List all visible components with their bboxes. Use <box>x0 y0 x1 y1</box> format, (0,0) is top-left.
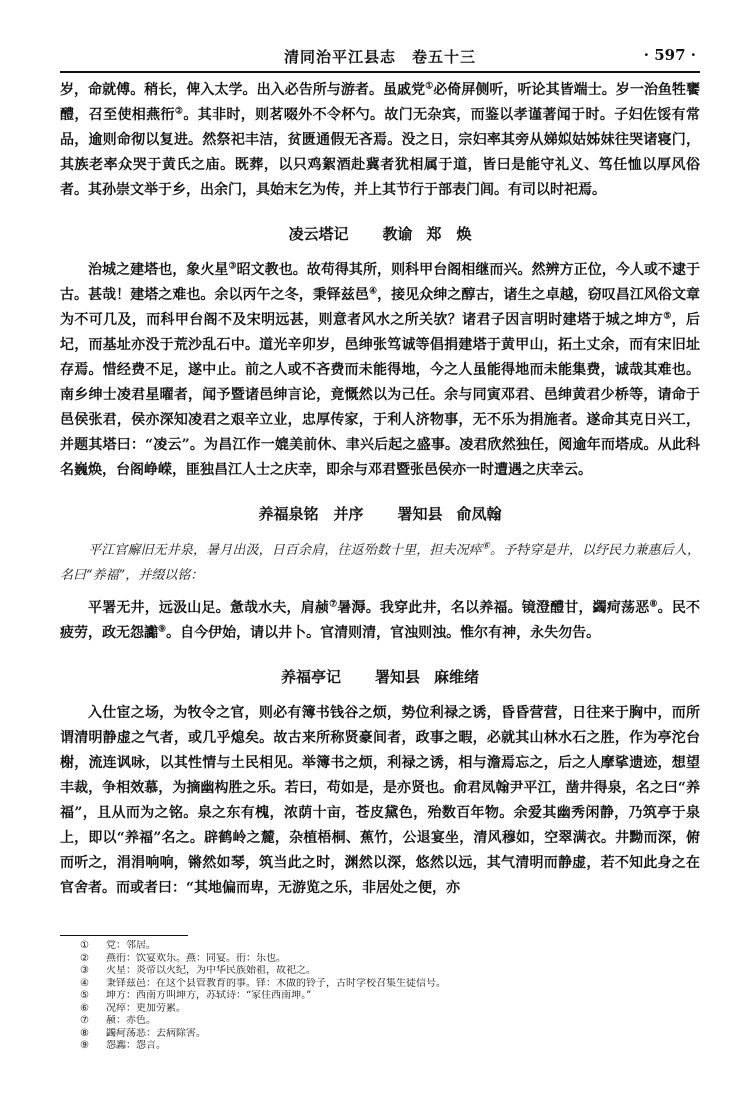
footnote-number: ⑤ <box>80 990 89 1001</box>
footnote-number: ② <box>80 952 89 964</box>
footnote-item <box>80 953 700 966</box>
author-name: 麻维绪 <box>434 668 480 686</box>
footnote-marker: ⑧ <box>649 599 658 610</box>
footnote-number: ⑦ <box>80 1015 89 1026</box>
author-name: 俞凤翰 <box>456 505 502 523</box>
section-heading-lingyun <box>60 222 700 247</box>
main-text <box>60 78 700 901</box>
text-run: ，接见众绅之醇古，诸生之卓越，窃叹昌江风俗文章为不可几及，而科甲台阁不及宋明远甚，则意者风水之所关欤？诸君子因言明时建塔于城之坤方 <box>60 287 701 328</box>
footnote-text: 怨讟：怨言。 <box>106 1040 166 1051</box>
footnote-marker: ③ <box>228 261 237 272</box>
section-title: 养福亭记 <box>280 668 341 686</box>
section-title: 凌云塔记 <box>288 225 349 243</box>
running-header <box>60 38 700 72</box>
footnote-marker: ⑥ <box>481 541 491 552</box>
author-role: 教谕 <box>382 225 413 243</box>
footnote-number: ① <box>80 940 89 951</box>
footnote-item <box>80 965 700 978</box>
text-run: 。其非时，则茗啜外不令杯勺。故门无杂宾，而鉴以孝谨著闻于时。子妇佐馁有常品，逾则命彻以复进。然祭祀丰洁，贫匮通假无吝焉。没之日，宗妇率其旁从娣姒姑姊妹往哭诸寝门，其族老率众哭于黄氏之庙。既葬，以只鸡絮酒赴冀者犹相属于道，皆曰是能守礼义、笃任恤以厚风俗者。其孙崇文举于乡，出余门，具始末乞为传，并上其节行于部表门闾。有司以时祀焉。 <box>60 107 701 198</box>
header-rule <box>60 71 700 73</box>
footnote-marker: ⑨ <box>158 624 167 635</box>
text-run: 入仕宦之场，为牧令之官，则必有簿书钱谷之烦，势位利禄之诱，昏昏营营，日往来于胸中，而所谓清明静虚之气者，或几乎熄矣。故古来所称贤豪间者，政事之暇，必就其山林水石之胜，作为亭沱台榭，流连讽咏，以其性情与土民相见。举簿书之烦，利禄之诱，相与澹焉忘之，后之人摩挲遗迹，想望丰裁，争相效慕，为摘幽构胜之乐。若曰，苟如是，是亦贤也。俞君凤翰尹平江，凿井得泉，名之曰“养福”，且从而为之铭。泉之东有槐，浓荫十亩，苍皮黛色，殆数百年物。余爱其幽秀闲静，乃筑亭于泉上，即以“养福”名之。辟鹤岭之麓，杂植梧桐、蕉竹，公退宴坐，清风穆如，空翠满衣。井黝而深，俯而听之，涓涓响响，锵然如琴，筑当此之时，渊然以深，悠然以远，其气清明而静虚，若不知此身之在官舍者。而或者曰：“其地偏而卑，无游览之乐，非居处之便，亦 <box>60 705 700 896</box>
footnote-text: 蠲疴荡恶：去病除害。 <box>106 1027 206 1039</box>
text-run: 昭文教也。故苟得其所，则科甲台阁相继而兴。然辨方正位，今人或不逮于古。甚哉！建塔之难也。余以丙午之冬，秉铎兹邑 <box>60 262 701 303</box>
footnote-text: 党：邻居。 <box>106 940 156 951</box>
footnote-item <box>80 1003 700 1016</box>
footnote-text: 况瘁：更加劳累。 <box>106 1002 186 1014</box>
footnote-text: 燕衎：饮宴欢乐。燕：同宴。衎：乐也。 <box>106 952 286 964</box>
inscription-paragraph <box>60 596 700 646</box>
footnotes <box>80 940 700 1053</box>
text-run: 治城之建塔也，象火星 <box>88 262 229 278</box>
footnote-text: 赪：赤色。 <box>106 1015 156 1026</box>
footnote-item <box>80 990 700 1003</box>
text-run: 必倚屏侧听，听论其皆端士。岁一治鱼牲饔醴，召至使相燕衎 <box>60 82 701 123</box>
section-title: 养福泉铭 并序 <box>258 505 364 523</box>
author-name: 郑 焕 <box>426 225 472 243</box>
page-number: · 597 · <box>643 46 696 64</box>
footnote-number: ④ <box>80 977 89 989</box>
yangfu-ting-paragraph <box>60 701 700 901</box>
text-run: 。自今伊始，请以井卜。官清则清，官浊则浊。惟尔有神，永失勿告。 <box>166 625 601 641</box>
author-role: 署知县 <box>374 668 420 686</box>
footnote-marker: ② <box>174 106 184 117</box>
section-heading-yangfu-quan <box>60 502 700 527</box>
footnote-rule <box>60 935 188 936</box>
footnote-number: ⑨ <box>80 1040 89 1051</box>
header-title: 清同治平江县志 卷五十三 <box>283 48 476 66</box>
text-run: 平江官廨旧无井泉，暑月出汲，日百余肩，往返殆数十里，担夫况瘁 <box>88 543 482 558</box>
text-run: 岁，命就傅。稍长，俾入太学。出入必告所与游者。虽戚党 <box>60 82 426 98</box>
footnote-text: 火星：炎帝以火纪，为中华民族始祖，故祀之。 <box>106 965 316 976</box>
footnote-number: ⑧ <box>80 1027 89 1039</box>
lingyun-paragraph <box>60 258 700 483</box>
author-role: 署知县 <box>397 505 443 523</box>
text-run: 。予特穿是井，以纾民力兼惠后人，名曰“养福”，并缀以铭： <box>60 543 700 583</box>
footnote-marker: ① <box>425 81 434 92</box>
footnote-item <box>80 1028 700 1041</box>
footnote-item <box>80 940 700 953</box>
section-heading-yangfu-ting <box>60 665 700 690</box>
footnote-marker: ⑤ <box>663 311 672 322</box>
footnote-number: ⑥ <box>80 1002 89 1014</box>
footnote-marker: ④ <box>368 286 378 297</box>
text-run: 平署无井，远汲山足。惫哉水夫，肩赪 <box>88 600 330 616</box>
text-run: 。民不疲劳，政无怨讟 <box>60 600 701 641</box>
footnote-text: 坤方：西南方叫坤方，苏轼诗：“家住西南坤。” <box>106 990 312 1001</box>
text-run: 暑溽。我穿此井，名以养福。镜澄醴甘，蠲疴荡恶 <box>337 600 650 616</box>
text-run: ，后圮，而基址亦没于荒沙乱石中。道光辛卯岁，邑绅张笃诚等倡捐建塔于黄甲山，拓土丈余，而有宋旧址存焉。惜经费不足，遂中止。前之人或不吝费而未能得地，今之人虽能得地而未能集费，诚哉其难也。南乡绅士凌君星曜者，闻予暨诸邑绅言论，竟慨然以为己任。余与同寅邓君、邑绅黄君少桥等，请命于邑侯张君，侯亦深知凌君之艰辛立业，忠厚传家，于利人济物事，无不乐为捐施者。遂命其克日兴工，并题其塔曰：“凌云”。为昌江作一媲美前休、聿兴后起之盛事。凌君欣然独任，阅逾年而塔成。从此科名巍焕，台阁峥嵘，匪独昌江人士之庆幸，即余与邓君暨张邑侯亦一时遭遇之庆幸云。 <box>60 312 701 478</box>
footnote-number: ③ <box>80 965 89 976</box>
footnote-item <box>80 1040 700 1053</box>
preface-paragraph <box>60 538 700 588</box>
continuation-paragraph <box>60 78 700 203</box>
footnote-marker: ⑦ <box>329 599 338 610</box>
footnote-item <box>80 978 700 991</box>
footnote-text: 秉铎兹邑：在这个县管教育的事。铎：木做的铃子，古时学校召集生徒信号。 <box>106 977 446 989</box>
footnote-item <box>80 1015 700 1028</box>
